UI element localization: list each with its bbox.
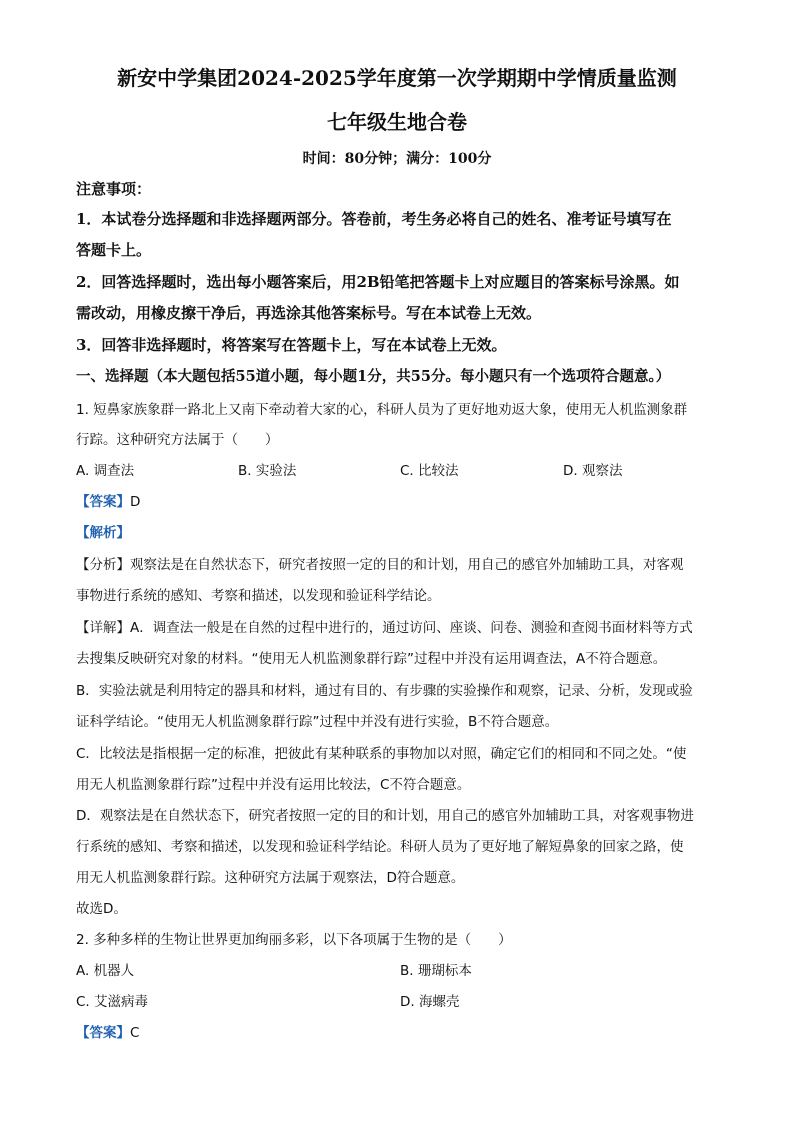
q1-b-line-1: B．实验法就是利用特定的器具和材料，通过有目的、有步骤的实验操作和观察，记录、分析，发现或验 — [76, 683, 693, 699]
q1-answer-row — [76, 490, 726, 510]
exam-title: 新安中学集团2024-2025学年度第一次学期期中学情质量监测 — [117, 66, 677, 90]
notice-item-2-line-2: 需改动，用橡皮擦干净后，再选涂其他答案标号。写在本试卷上无效。 — [76, 304, 542, 322]
section-1-heading: 一、选择题（本大题包括55道小题，每小题1分，共55分。每小题只有一个选项符合题意。） — [76, 368, 671, 385]
q1-xiangjie-line-2: 去搜集反映研究对象的材料。“使用无人机监测象群行踪”过程中并没有运用调查法，A不符合题意。 — [76, 651, 667, 667]
q1-stem-line-2: 行踪。这种研究方法属于（ ） — [76, 432, 279, 448]
q2-option-d: D. 海螺壳 — [400, 994, 460, 1010]
q1-c-line-1: C．比较法是指根据一定的标准，把彼此有某种联系的事物加以对照，确定它们的相同和不同之处。“使 — [76, 746, 687, 762]
q2-option-b: B. 珊瑚标本 — [400, 963, 472, 979]
q1-analysis-row — [76, 521, 726, 541]
q2-option-a: A. 机器人 — [76, 963, 135, 979]
notice-item-3: 3．回答非选择题时，将答案写在答题卡上，写在本试卷上无效。 — [76, 336, 507, 354]
notice-item-1-line-1: 1．本试卷分选择题和非选择题两部分。答卷前，考生务必将自己的姓名、准考证号填写在 — [76, 210, 672, 228]
q2-stem: 2. 多种多样的生物让世界更加绚丽多彩，以下各项属于生物的是（ ） — [76, 932, 512, 948]
q1-xiangjie-line-1: 【详解】A．调查法一般是在自然的过程中进行的，通过访问、座谈、问卷、测验和查阅书面材料等方式 — [76, 620, 693, 636]
q1-option-a: A. 调查法 — [76, 463, 135, 479]
q1-answer-tag: 【答案】 — [76, 494, 130, 510]
q1-option-b: B. 实验法 — [238, 463, 297, 479]
q1-analysis-tag: 【解析】 — [76, 525, 130, 541]
exam-subtitle: 七年级生地合卷 — [327, 110, 467, 134]
q2-answer-tag: 【答案】 — [76, 1025, 130, 1041]
q1-fenxi-line-2: 事物进行系统的感知、考察和描述，以发现和验证科学结论。 — [76, 588, 441, 604]
q1-d-line-2: 行系统的感知、考察和描述，以发现和验证科学结论。科研人员为了更好地了解短鼻象的回家之路，使 — [76, 839, 684, 855]
notice-heading: 注意事项： — [76, 180, 152, 198]
q2-answer-value: C — [130, 1025, 140, 1041]
q1-b-line-2: 证科学结论。“使用无人机监测象群行踪”过程中并没有进行实验，B不符合题意。 — [76, 714, 559, 730]
q1-stem-line-1: 1. 短鼻家族象群一路北上又南下牵动着大家的心，科研人员为了更好地劝返大象，使用无人机监测象群 — [76, 402, 688, 418]
exam-time-info: 时间：80分钟；满分：100分 — [302, 151, 492, 167]
notice-item-1-line-2: 答题卡上。 — [76, 241, 152, 259]
q1-option-d: D. 观察法 — [563, 463, 623, 479]
q1-option-c: C. 比较法 — [400, 463, 459, 479]
q1-conclusion: 故选D。 — [76, 901, 127, 917]
q2-answer-row — [76, 1021, 726, 1041]
q1-fenxi-line-1: 【分析】观察法是在自然状态下，研究者按照一定的目的和计划，用自己的感官外加辅助工具，对客观 — [76, 557, 684, 573]
q2-option-c: C. 艾滋病毒 — [76, 994, 149, 1010]
q1-c-line-2: 用无人机监测象群行踪”过程中并没有运用比较法，C不符合题意。 — [76, 777, 471, 793]
q1-d-line-3: 用无人机监测象群行踪。这种研究方法属于观察法，D符合题意。 — [76, 870, 465, 886]
q1-d-line-1: D．观察法是在自然状态下，研究者按照一定的目的和计划，用自己的感官外加辅助工具，对客观事物进 — [76, 808, 694, 824]
notice-item-2-line-1: 2．回答选择题时，选出每小题答案后，用2B铅笔把答题卡上对应题目的答案标号涂黑。如 — [76, 273, 680, 291]
q1-answer-value: D — [130, 494, 141, 510]
